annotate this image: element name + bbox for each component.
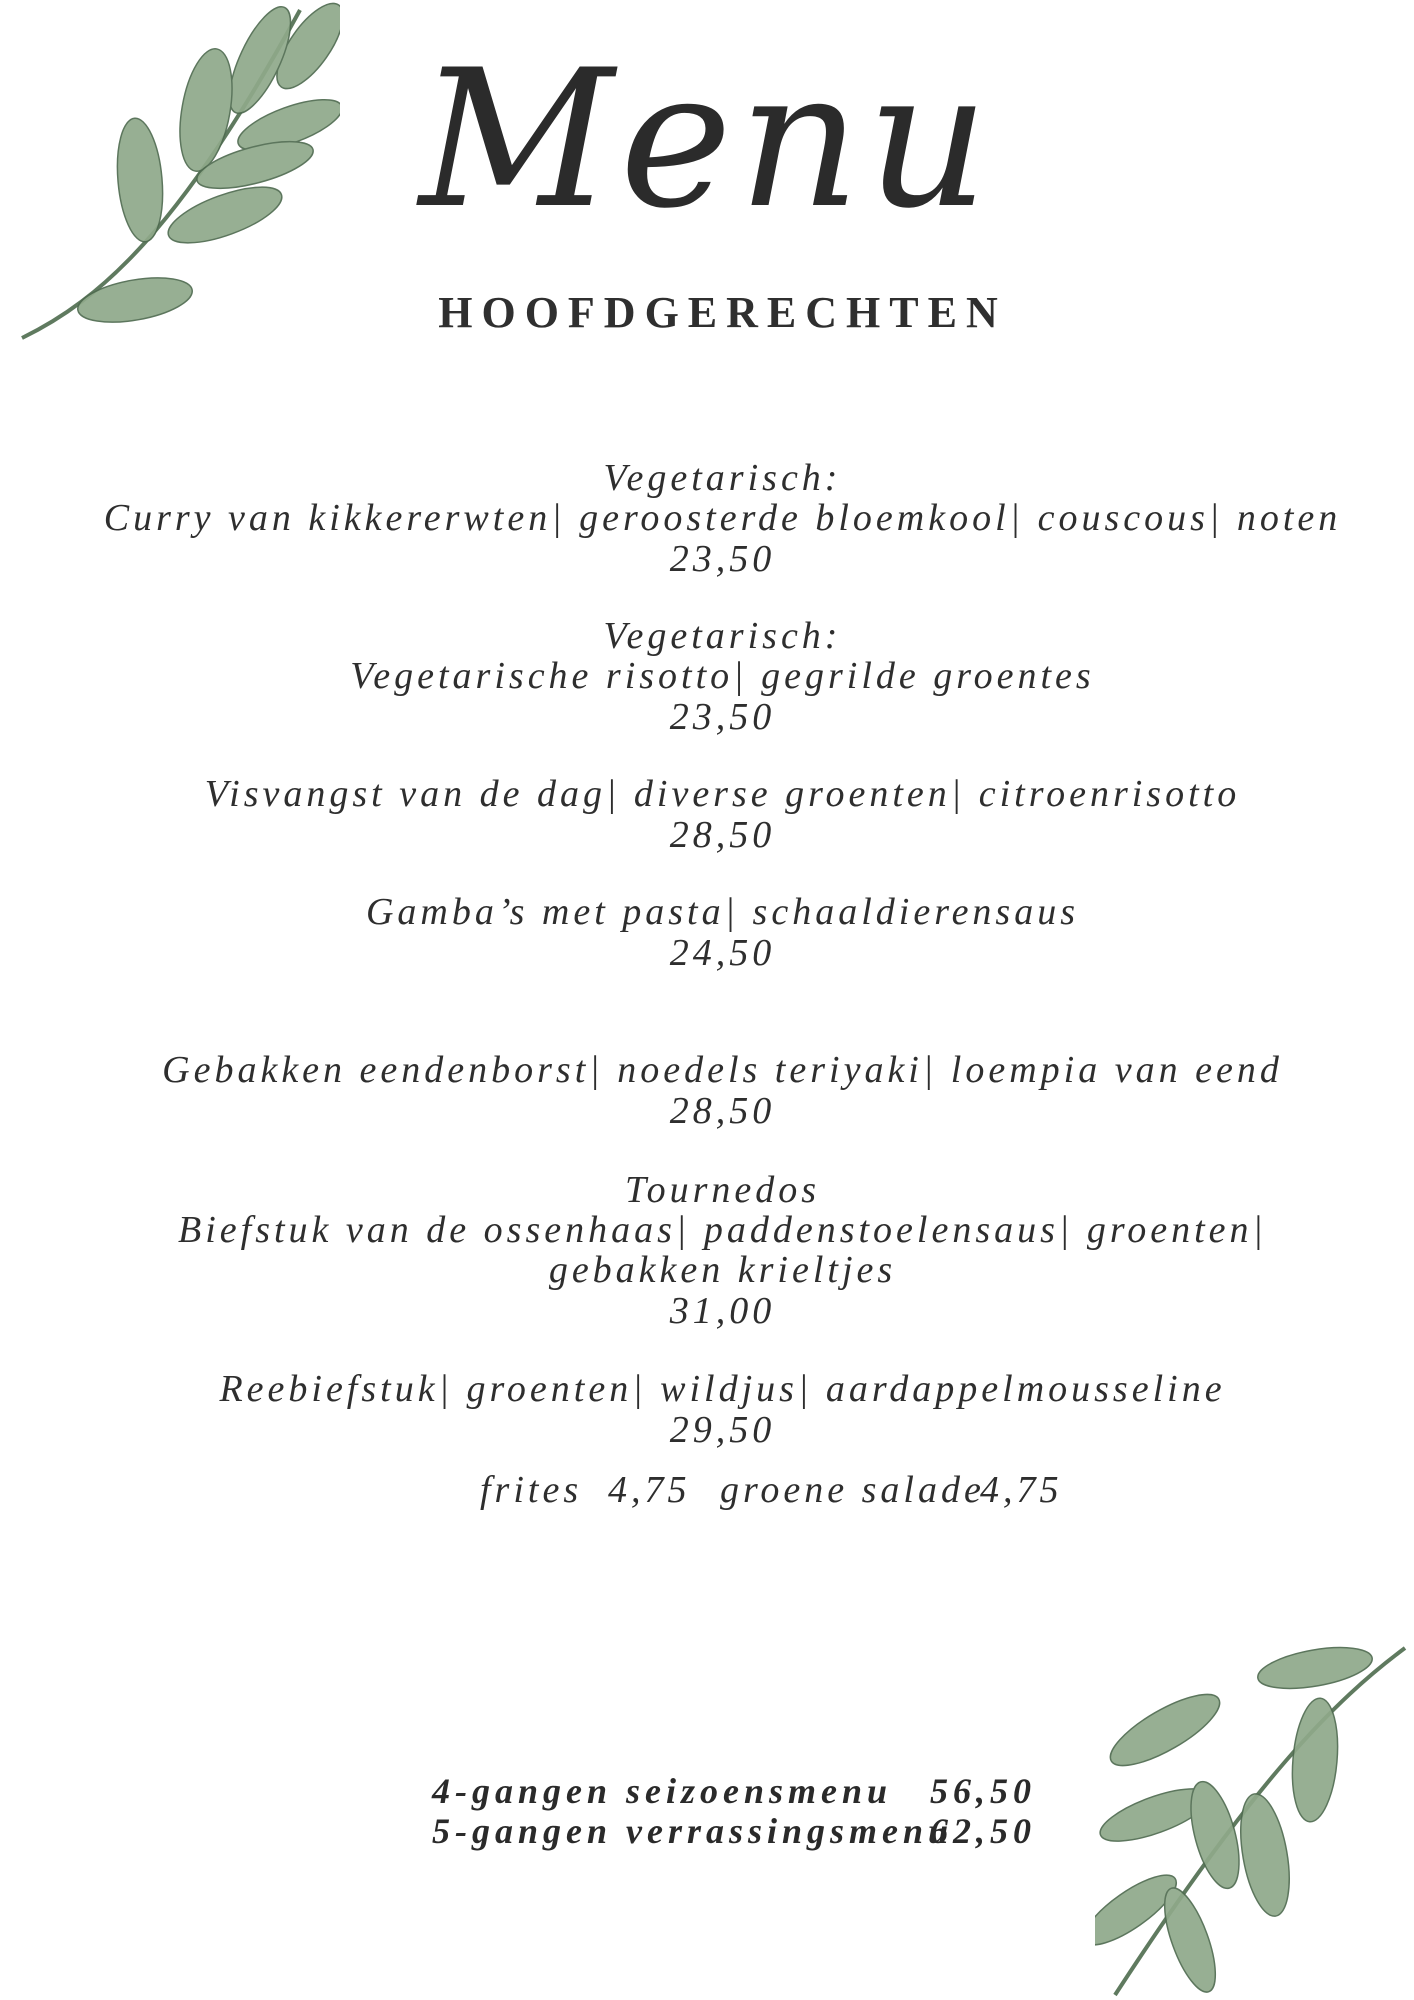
dish-label: Vegetarisch: [603, 615, 842, 657]
dish-description: Visvangst van de dag| diverse groenten| citroenrisotto [204, 773, 1241, 815]
dish-price: 28,50 [669, 1090, 776, 1132]
dish-label: Tournedos [624, 1169, 821, 1211]
section-heading: HOOFDGERECHTEN [438, 288, 1007, 337]
dish-description-continued: gebakken krieltjes [548, 1249, 897, 1291]
dish-label: Vegetarisch: [603, 457, 842, 499]
side-dishes [480, 1468, 1080, 1518]
set-menu-4-price: 56,50 [930, 1771, 1036, 1811]
page-title: Menu [419, 29, 995, 250]
dish-price: 28,50 [669, 814, 776, 856]
dish-description: Gamba’s met pasta| schaaldierensaus [365, 891, 1080, 933]
dish-description: Curry van kikkererwten| geroosterde bloemkool| couscous| noten [103, 497, 1342, 539]
side-fries-label: frites [480, 1469, 583, 1511]
set-menu-5-price: 62,50 [930, 1811, 1036, 1851]
set-menu-4-name: 4-gangen seizoensmenu [432, 1771, 893, 1811]
side-salad-price: 4,75 [980, 1469, 1063, 1511]
dish-description: Gebakken eendenborst| noedels teriyaki| loempia van eend [162, 1049, 1283, 1091]
set-menus [432, 1770, 1036, 1870]
side-salad-label: groene salade [720, 1469, 985, 1511]
side-fries-price: 4,75 [608, 1469, 691, 1511]
set-menu-5-name: 5-gangen verrassingsmenu [432, 1811, 954, 1851]
dish-price: 23,50 [669, 696, 776, 738]
dish-price: 29,50 [669, 1409, 776, 1451]
dish-description: Reebiefstuk| groenten| wildjus| aardappelmousseline [219, 1368, 1226, 1410]
leaf-sprig-bottom-right-icon [1095, 1640, 1414, 2000]
dish-description: Biefstuk van de ossenhaas| paddenstoelensaus| groenten| [178, 1209, 1267, 1251]
dish-price: 23,50 [669, 538, 776, 580]
dish-price: 24,50 [669, 932, 776, 974]
dish-description: Vegetarische risotto| gegrilde groentes [350, 655, 1095, 697]
dish-price: 31,00 [669, 1290, 776, 1332]
